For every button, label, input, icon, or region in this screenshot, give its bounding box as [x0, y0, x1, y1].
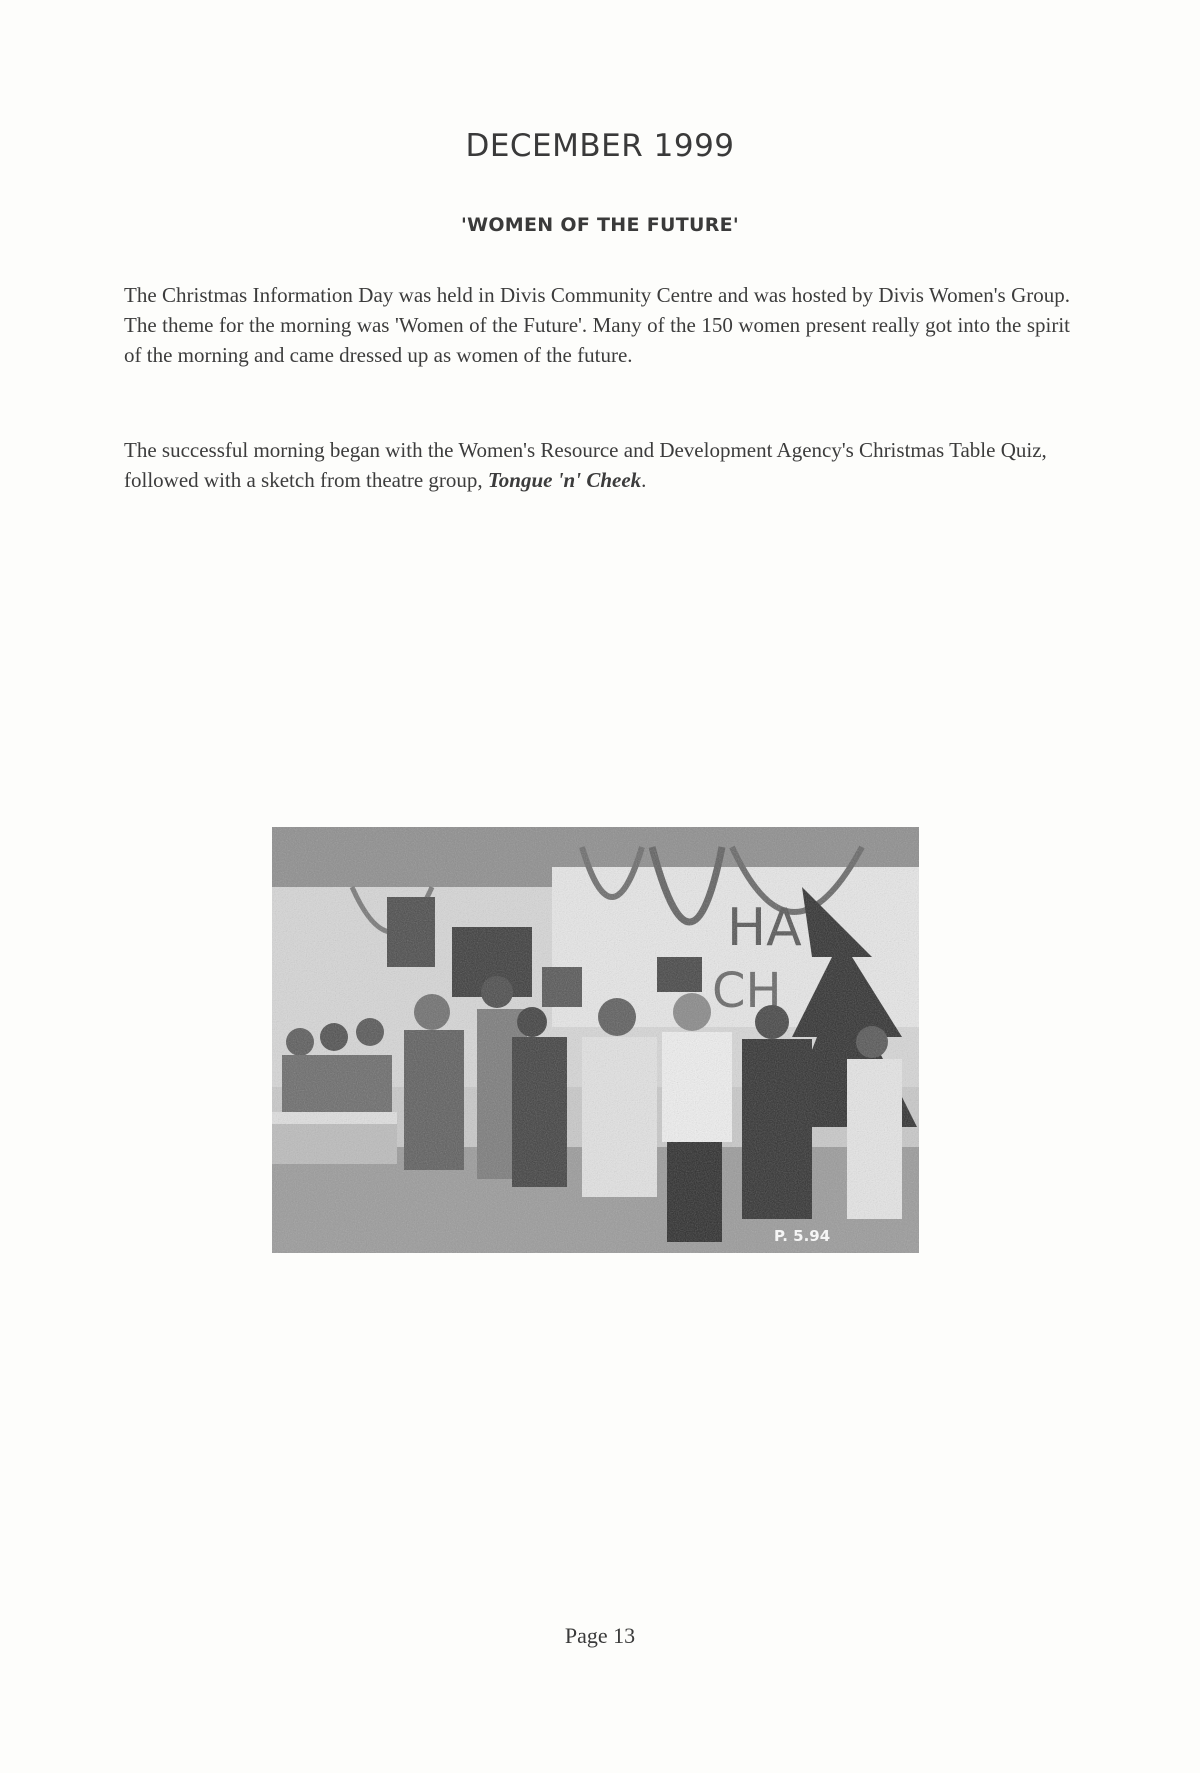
photo-stamp: P. 5.94	[774, 1227, 831, 1245]
paragraph-intro: The Christmas Information Day was held in Divis Community Centre and was hosted by Divis Women's Group. The theme for the morning was 'Women of the Future'. Many of the 150 women present really got into the spirit of the morning and came dressed up as women of the future.	[124, 283, 1070, 367]
page-heading-date: DECEMBER 1999	[465, 128, 735, 164]
event-photo	[272, 827, 919, 1253]
paragraph-morning-text: The successful morning began with the Women's Resource and Development Agency's Christmas Table Quiz, followed with a sketch from theatre group,	[124, 438, 1047, 492]
theatre-group-name: Tongue 'n' Cheek	[487, 468, 642, 492]
event-photo-scene	[272, 827, 919, 1253]
page-number: Page 13	[564, 1623, 636, 1648]
paragraph-morning	[124, 435, 1070, 495]
article-title: 'WOMEN OF THE FUTURE'	[460, 214, 740, 236]
paragraph-morning-end: .	[641, 468, 647, 492]
